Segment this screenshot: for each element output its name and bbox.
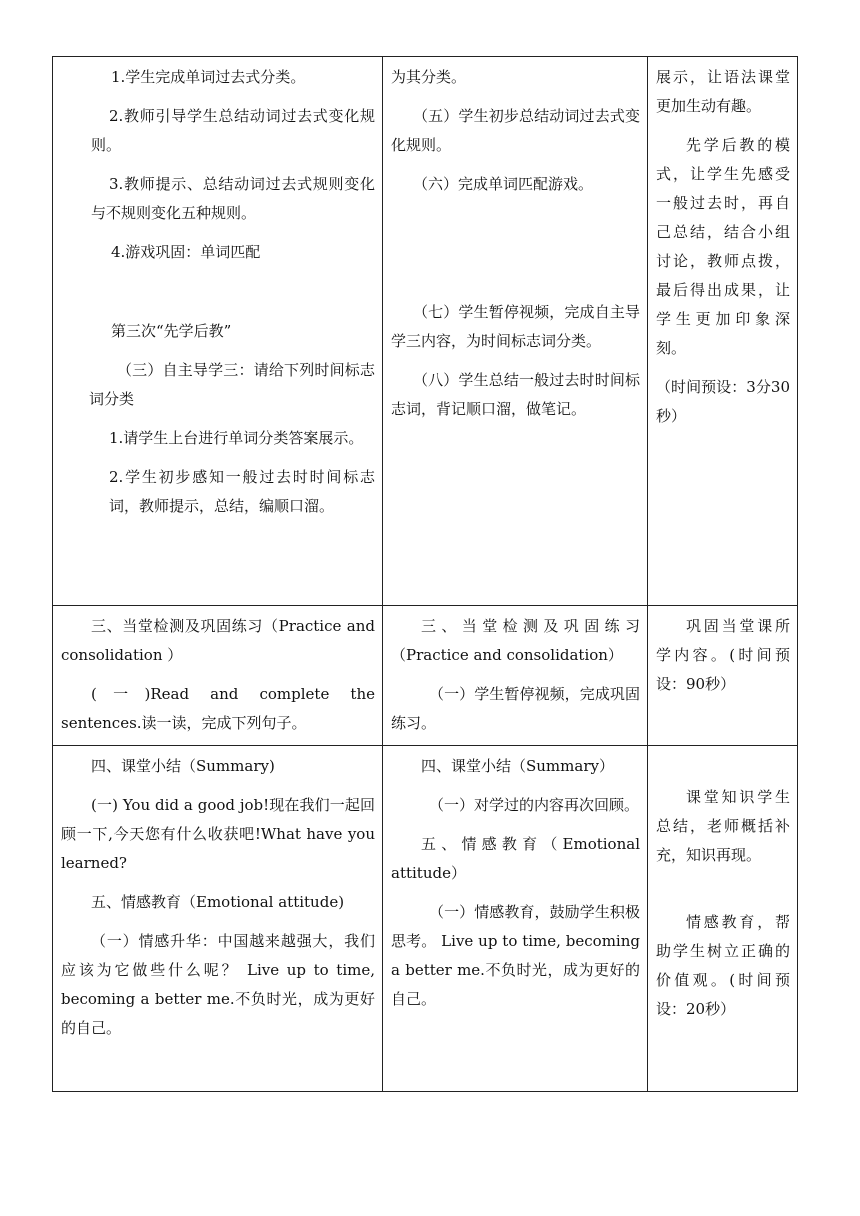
paragraph: （一）情感教育，鼓励学生积极思考。 Live up to time, becoming a better me.不负时光，成为更好的自己。: [391, 903, 640, 1008]
section-heading: （三）自主导学三：请给下列时间标志词分类: [89, 361, 375, 408]
lesson-plan-table: [52, 56, 798, 1092]
design-intent-cell: [648, 746, 798, 1092]
section-heading: 四、课堂小结（Summary): [91, 757, 275, 775]
section-heading: 第三次“先学后教”: [111, 322, 232, 340]
teacher-activity-cell: [53, 606, 383, 746]
list-item: 4.游戏巩固：单词匹配: [111, 243, 261, 261]
table-row: [53, 746, 798, 1092]
paragraph: （一）学生暂停视频，完成巩固练习。: [391, 685, 640, 732]
design-intent-cell: [648, 606, 798, 746]
list-item: （五）学生初步总结动词过去式变化规则。: [391, 107, 640, 154]
paragraph: （一）情感升华：中国越来越强大，我们应该为它做些什么呢？ Live up to time, becoming a better me.不负时光，成为更好的自己。: [61, 932, 375, 1037]
design-intent-cell: [648, 57, 798, 606]
paragraph: (一) You did a good job!现在我们一起回顾一下,今天您有什么收获吧!What have you learned?: [61, 796, 375, 872]
paragraph: 展示，让语法课堂更加生动有趣。: [656, 68, 790, 115]
paragraph: (一)Read and complete the sentences.读一读，完成下列句子。: [61, 685, 375, 732]
student-activity-cell: [383, 57, 648, 606]
section-heading: 三、当堂检测及巩固练习（Practice and consolidation ）: [61, 617, 375, 664]
list-item: （八）学生总结一般过去时时间标志词，背记顺口溜，做笔记。: [391, 371, 640, 418]
paragraph: 为其分类。: [391, 68, 467, 86]
paragraph: 先学后教的模式，让学生先感受一般过去时，再自己总结，结合小组讨论，教师点拨，最后得出成果，让学生更加印象深刻。: [656, 136, 790, 357]
list-item: 3.教师提示、总结动词过去式规则变化与不规则变化五种规则。: [91, 175, 375, 222]
section-heading: 五、情感教育（Emotional attitude）: [391, 835, 640, 882]
paragraph: 课堂知识学生总结，老师概括补充，知识再现。: [656, 788, 790, 864]
section-heading: 三、当堂检测及巩固练习（Practice and consolidation）: [391, 617, 640, 664]
paragraph: 巩固当堂课所学内容。(时间预设：90秒）: [656, 617, 790, 693]
section-heading: 五、情感教育（Emotional attitude): [91, 893, 345, 911]
student-activity-cell: [383, 746, 648, 1092]
list-item: （六）完成单词匹配游戏。: [413, 175, 594, 193]
paragraph: （一）对学过的内容再次回顾。: [429, 796, 640, 814]
list-item: （七）学生暂停视频，完成自主导学三内容，为时间标志词分类。: [391, 303, 640, 350]
teacher-activity-cell: [53, 746, 383, 1092]
section-heading: 四、课堂小结（Summary）: [421, 757, 614, 775]
table-row: [53, 57, 798, 606]
list-item: 1.请学生上台进行单词分类答案展示。: [109, 429, 364, 447]
list-item: 2.教师引导学生总结动词过去式变化规则。: [91, 107, 375, 154]
list-item: 2.学生初步感知一般过去时时间标志词，教师提示，总结，编顺口溜。: [109, 468, 375, 515]
student-activity-cell: [383, 606, 648, 746]
paragraph: 情感教育，帮助学生树立正确的价值观。(时间预设：20秒）: [656, 913, 790, 1018]
table-row: [53, 606, 798, 746]
list-item: 1.学生完成单词过去式分类。: [111, 68, 306, 86]
time-note: （时间预设：3分30秒）: [656, 378, 790, 425]
teacher-activity-cell: [53, 57, 383, 606]
